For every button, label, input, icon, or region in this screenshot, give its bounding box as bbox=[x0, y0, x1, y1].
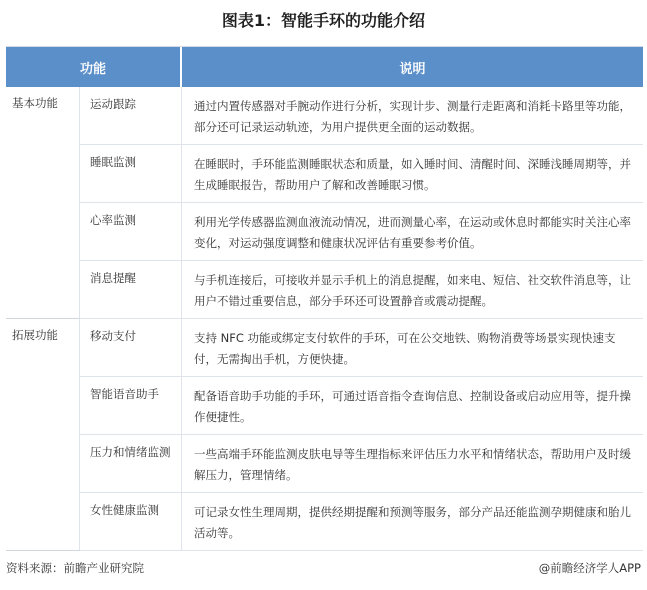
feature-cell: 睡眠监测 bbox=[80, 145, 182, 202]
description-cell: 与手机连接后，可接收并显示手机上的消息提醒，如来电、短信、社交软件消息等，让用户不错过重要信息，部分手环还可设置静音或震动提醒。 bbox=[194, 273, 631, 308]
category-basic: 基本功能 bbox=[6, 87, 80, 319]
table-header bbox=[6, 47, 643, 87]
description-cell: 在睡眠时，手环能监测睡眠状态和质量，如入睡时间、清醒时间、深睡浅睡周期等，并生成睡眠报告，帮助用户了解和改善睡眠习惯。 bbox=[194, 157, 631, 192]
feature-cell: 消息提醒 bbox=[80, 261, 182, 318]
header-description: 说明 bbox=[399, 61, 426, 77]
brand-credit: @前瞻经济学人APP bbox=[538, 561, 641, 575]
feature-cell: 智能语音助手 bbox=[80, 377, 182, 434]
group-basic bbox=[6, 87, 643, 319]
function-table bbox=[6, 46, 643, 551]
source-note: 资料来源：前瞻产业研究院 bbox=[6, 561, 144, 575]
category-extended: 拓展功能 bbox=[6, 319, 80, 551]
feature-cell: 心率监测 bbox=[80, 203, 182, 260]
feature-cell: 女性健康监测 bbox=[80, 493, 182, 550]
feature-cell: 压力和情绪监测 bbox=[80, 435, 182, 492]
description-cell: 配备语音助手功能的手环，可通过语音指令查询信息、控制设备或启动应用等，提升操作便捷性。 bbox=[194, 389, 631, 424]
description-cell: 可记录女性生理周期，提供经期提醒和预测等服务，部分产品还能监测孕期健康和胎儿活动等。 bbox=[194, 505, 631, 540]
description-cell: 一些高端手环能监测皮肤电导等生理指标来评估压力水平和情绪状态，帮助用户及时缓解压力，管理情绪。 bbox=[194, 447, 631, 482]
group-extended bbox=[6, 319, 643, 551]
table-row bbox=[80, 377, 643, 435]
table-row bbox=[80, 319, 643, 377]
feature-cell: 移动支付 bbox=[80, 319, 182, 376]
table-row bbox=[80, 203, 643, 261]
feature-cell: 运动跟踪 bbox=[80, 87, 182, 144]
description-cell: 支持 NFC 功能或绑定支付软件的手环，可在公交地铁、购物消费等场景实现快速支付，无需掏出手机，方便快捷。 bbox=[194, 331, 616, 366]
description-cell: 利用光学传感器监测血液流动情况，进而测量心率，在运动或休息时都能实时关注心率变化，对运动强度调整和健康状况评估有重要参考价值。 bbox=[194, 215, 631, 250]
table-row bbox=[80, 145, 643, 203]
description-cell: 通过内置传感器对手腕动作进行分析，实现计步、测量行走距离和消耗卡路里等功能，部分还可记录运动轨迹，为用户提供更全面的运动数据。 bbox=[194, 99, 631, 134]
table-row bbox=[80, 87, 643, 145]
header-function: 功能 bbox=[6, 47, 182, 87]
chart-title: 图表1：智能手环的功能介绍 bbox=[221, 11, 426, 30]
table-row bbox=[80, 493, 643, 551]
table-row bbox=[80, 435, 643, 493]
table-row bbox=[80, 261, 643, 319]
